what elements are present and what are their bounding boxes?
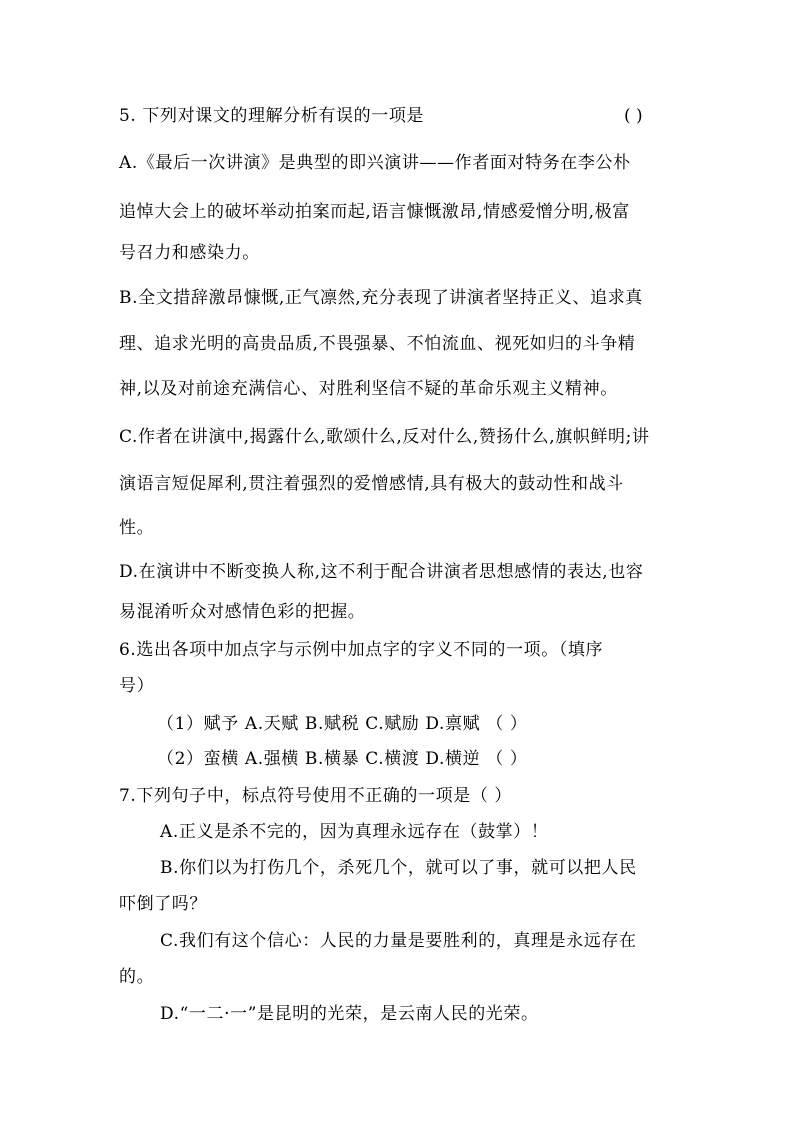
q5-option-a-line1: A.《最后一次讲演》是典型的即兴演讲——作者面对特务在李公朴 [119,153,631,173]
q7-stem: 7.下列句子中，标点符号使用不正确的一项是（ ） [119,786,513,806]
q6-item-1: （1）赋予 A.天赋 B.赋税 C.赋励 D.禀赋 （ ） [157,714,528,734]
q5-option-a-line3: 号召力和感染力。 [119,243,260,263]
q7-option-b-line2: 吓倒了吗？ [119,894,207,914]
q5-option-d-line2: 易混淆听众对感情色彩的把握。 [119,602,366,622]
q5-option-b-line2: 理、追求光明的高贵品质,不畏强暴、不怕流血、视死如归的斗争精 [119,334,636,354]
q7-option-a: A.正义是杀不完的，因为真理永远存在（鼓掌）！ [160,822,549,842]
q6-stem-line2: 号） [119,676,155,696]
q5-option-a-line2: 追悼大会上的破坏举动拍案而起,语言慷慨激昂,情感爱憎分明,极富 [119,202,630,222]
q6-stem-line1: 6.选出各项中加点字与示例中加点字的字义不同的一项。（填序 [119,640,604,660]
q5-stem: 5. 下列对课文的理解分析有误的一项是 [119,106,425,126]
q5-option-d-line1: D.在演讲中不断变换人称,这不利于配合讲演者思想感情的表达,也容 [119,562,644,582]
q5-option-c-line2: 演语言短促犀利,贯注着强烈的爱憎感情,具有极大的鼓动性和战斗 [119,474,624,494]
q7-option-b-line1: B.你们以为打伤几个，杀死几个，就可以了事，就可以把人民 [160,858,637,878]
q5-option-b-line3: 神,以及对前途充满信心、对胜利坚信不疑的革命乐观主义精神。 [119,379,618,399]
q7-option-c-line1: C.我们有这个信心：人民的力量是要胜利的，真理是永远存在 [160,931,637,951]
q5-option-c-line3: 性。 [119,518,155,538]
q6-item-2: （2）蛮横 A.强横 B.横暴 C.横渡 D.横逆 （ ） [157,749,528,769]
q7-option-c-line2: 的。 [119,967,155,987]
q7-option-d: D.“一二·一”是昆明的光荣，是云南人民的光荣。 [160,1004,539,1024]
q5-option-c-line1: C.作者在讲演中,揭露什么,歌颂什么,反对什么,赞扬什么,旗帜鲜明;讲 [119,427,650,447]
q5-option-b-line1: B.全文措辞激昂慷慨,正气凛然,充分表现了讲演者坚持正义、追求真 [119,288,643,308]
q5-answer-blank: ( ) [624,106,643,126]
